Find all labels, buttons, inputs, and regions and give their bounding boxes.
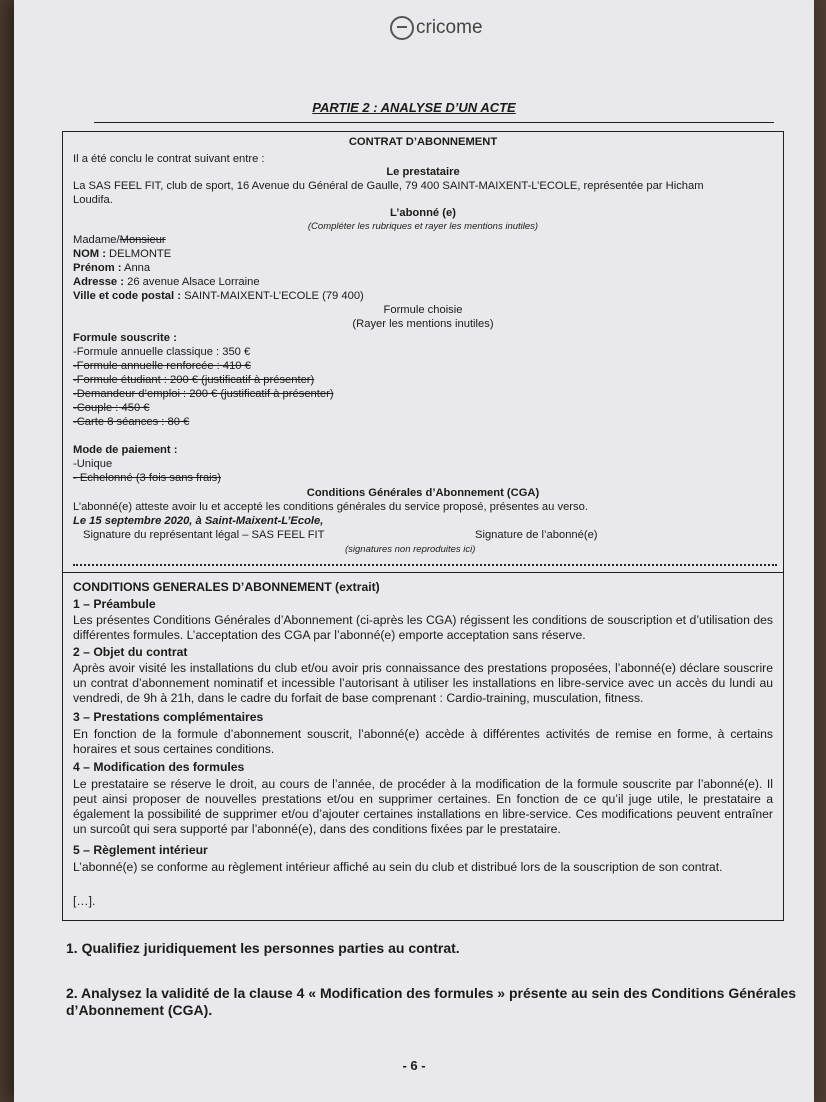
conditions-title: CONDITIONS GENERALES D’ABONNEMENT (extrait) — [73, 580, 380, 594]
prenom-value: Anna — [124, 262, 151, 274]
formula-chosen: Formule choisie — [383, 304, 463, 316]
formula-item: -Formule annuelle classique : 350 € — [73, 346, 251, 358]
section-4-text: Le prestataire se réserve le droit, au cours de l’année, de procéder à la modification de la formule souscrite par l’abonné(e). Il peut ainsi proposer de nouvelles prestations et/ou en supprimer certaines. En fonction de ce qu’il juge utile, le prestataire a également la possibilité de supprimer et/ou d’ajouter certaines installations en libre-service. Ces modifications peuvent entraîner un surcoût qui sera supporté par l’abonné(e), dans des conditions fixées par le prestataire. — [73, 777, 773, 836]
page-number: - 6 - — [402, 1058, 426, 1073]
sig-subscriber: Signature de l’abonné(e) — [475, 529, 598, 541]
contract-intro: Il a été conclu le contrat suivant entre : — [73, 153, 265, 165]
provider-text-2: Loudifa. — [73, 194, 113, 206]
formula-item-struck: -Carte 8 séances : 80 € — [73, 416, 190, 428]
ecricome-logo — [390, 16, 483, 40]
ecricome-logo-icon — [390, 16, 414, 40]
adresse-value: 26 avenue Alsace Lorraine — [127, 276, 260, 288]
section-3-title: 3 – Prestations complémentaires — [73, 710, 264, 724]
payment-struck: - Echelonné (3 fois sans frais) — [73, 472, 221, 484]
section-separator — [63, 572, 783, 573]
title-rule — [94, 122, 774, 123]
prenom-line — [73, 261, 773, 275]
subscriber-heading: L’abonné (e) — [390, 207, 456, 219]
ellipsis: […]. — [73, 894, 96, 908]
section-2-title: 2 – Objet du contrat — [73, 645, 188, 659]
formula-note: (Rayer les mentions inutiles) — [352, 318, 494, 330]
section-4-title: 4 – Modification des formules — [73, 760, 245, 774]
nom-line — [73, 247, 773, 261]
ville-label: Ville et code postal : — [73, 290, 181, 302]
payment-unique: -Unique — [73, 458, 113, 470]
date-place: Le 15 septembre 2020, à Saint-Maixent-L’Ecole, — [73, 515, 324, 527]
contract-box — [62, 131, 784, 921]
question-1: 1. Qualifiez juridiquement les personnes parties au contrat. — [66, 940, 460, 956]
provider-text-1: La SAS FEEL FIT, club de sport, 16 Avenue du Général de Gaulle, 79 400 SAINT-MAIXENT-L’ECOLE, représentée par Hicham — [73, 180, 704, 192]
prenom-label: Prénom : — [73, 262, 122, 274]
nom-label: NOM : — [73, 248, 106, 260]
adresse-line — [73, 275, 773, 289]
section-1-text: Les présentes Conditions Générales d’Abonnement (ci-après les CGA) régissent les conditions de souscription et d’utilisation des différentes formules. L’acceptation des CGA par l’abonné(e) emporte acceptation sans réserve. — [73, 613, 773, 642]
sig-provider: Signature du représentant légal – SAS FEEL FIT — [83, 529, 325, 541]
civility-line — [73, 233, 773, 247]
adresse-label: Adresse : — [73, 276, 124, 288]
question-2: 2. Analysez la validité de la clause 4 « Modification des formules » présente au sein des Conditions Générales d’Abonnement (CGA). — [66, 985, 797, 1018]
cga-attest: L’abonné(e) atteste avoir lu et accepté les conditions générales du service proposé, présentes au verso. — [73, 501, 588, 513]
formula-label: Formule souscrite : — [73, 332, 177, 344]
formula-item-struck: -Demandeur d’emploi : 200 € (justificatif à présenter) — [73, 388, 334, 400]
ville-line — [73, 289, 773, 303]
formula-item-struck: -Couple : 450 € — [73, 402, 150, 414]
subscriber-note: (Compléter les rubriques et rayer les mentions inutiles) — [307, 221, 539, 232]
nom-value: DELMONTE — [109, 248, 172, 260]
provider-heading: Le prestataire — [386, 166, 460, 178]
section-1-title: 1 – Préambule — [73, 597, 156, 611]
sig-note: (signatures non reproduites ici) — [345, 544, 476, 555]
section-5-title: 5 – Règlement intérieur — [73, 843, 208, 857]
civility-kept: Madame/ — [73, 234, 120, 246]
contract-title: CONTRAT D’ABONNEMENT — [348, 136, 498, 148]
dotted-separator — [73, 564, 777, 566]
part-title: PARTIE 2 : ANALYSE D’UN ACTE — [312, 100, 516, 115]
ville-value: SAINT-MAIXENT-L’ECOLE (79 400) — [184, 290, 364, 302]
section-3-text: En fonction de la formule d’abonnement souscrit, l’abonné(e) accède à différentes activités de remise en forme, à certains horaires et sous certaines conditions. — [73, 727, 773, 756]
formula-item-struck: -Formule annuelle renforcée : 410 € — [73, 360, 251, 372]
formula-item-struck: -Formule étudiant : 200 € (justificatif à présenter) — [73, 374, 315, 386]
payment-label: Mode de paiement : — [73, 444, 178, 456]
civility-struck: Monsieur — [119, 234, 166, 246]
cga-heading: Conditions Générales d’Abonnement (CGA) — [306, 487, 540, 499]
document-page — [14, 0, 814, 1102]
section-2-text: Après avoir visité les installations du club et/ou avoir pris connaissance des prestations proposées, l’abonné(e) déclare souscrire un contrat d’abonnement nominatif et incessible l’autorisant à utiliser les installations en libre-service avec un accès du lundi au vendredi, de 9h à 21h, dans le cadre du forfait de base comprenant : Cardio-training, musculation, fitness. — [73, 661, 773, 705]
logo-text: cricome — [416, 17, 483, 38]
section-5-text: L’abonné(e) se conforme au règlement intérieur affiché au sein du club et distribué lors de la souscription de son contrat. — [73, 860, 723, 874]
